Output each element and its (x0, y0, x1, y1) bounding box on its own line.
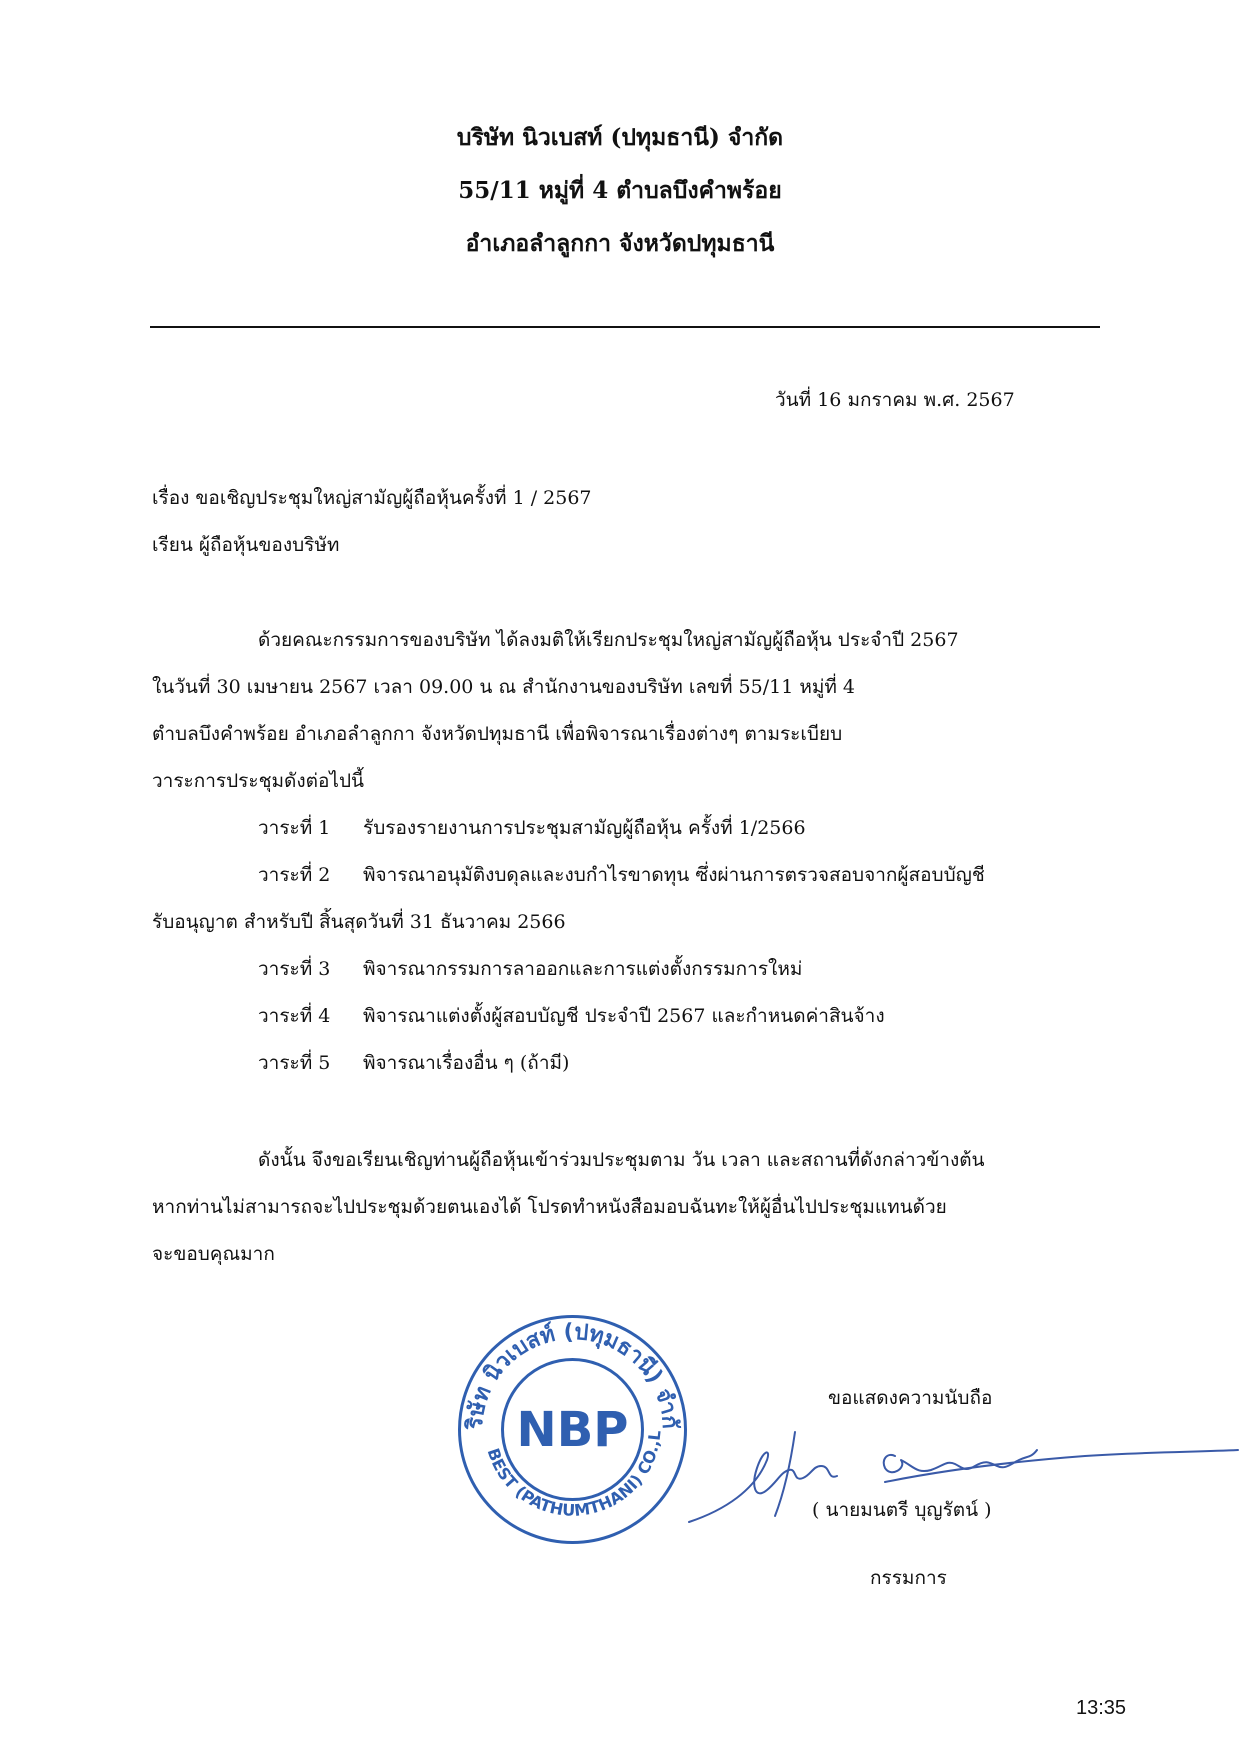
stamp-seal-icon (455, 1312, 690, 1547)
company-address-line2: อำเภอลำลูกกา จังหวัดปทุมธานี (465, 230, 775, 257)
intro-line: วาระการประชุมดังต่อไปนี้ (152, 770, 364, 792)
footer-time: 13:35 (1076, 1697, 1127, 1719)
agenda-label: วาระที่ 1 (258, 817, 331, 839)
agenda-label: วาระที่ 5 (258, 1052, 331, 1074)
stamp-logo-text: NBP (516, 1402, 629, 1458)
agenda-text: พิจารณาอนุมัติงบดุลและงบกำไรขาดทุน ซึ่งผ่านการตรวจสอบจากผู้สอบบัญชี (363, 864, 985, 886)
stamp-english-ring-text: BEST (PATHUMTHANI) CO.,L (483, 1431, 665, 1520)
company-address-line1: 55/11 หมู่ที่ 4 ตำบลบึงคำพร้อย (458, 177, 782, 204)
intro-line: ด้วยคณะกรรมการของบริษัท ได้ลงมติให้เรียกประชุมใหญ่สามัญผู้ถือหุ้น ประจำปี 2567 (258, 629, 959, 651)
closing-line: จะขอบคุณมาก (152, 1243, 275, 1265)
intro-line: ตำบลบึงคำพร้อย อำเภอลำลูกกา จังหวัดปทุมธานี เพื่อพิจารณาเรื่องต่างๆ ตามระเบียบ (152, 723, 843, 745)
intro-line: ในวันที่ 30 เมษายน 2567 เวลา 09.00 น ณ สำนักงานของบริษัท เลขที่ 55/11 หมู่ที่ 4 (152, 676, 856, 698)
agenda-label: วาระที่ 4 (258, 1005, 331, 1027)
agenda-text: พิจารณาเรื่องอื่น ๆ (ถ้ามี) (363, 1052, 570, 1074)
signer-title: กรรมการ (870, 1567, 947, 1589)
recipient-line: เรียน ผู้ถือหุ้นของบริษัท (152, 534, 340, 556)
agenda-text: รับรองรายงานการประชุมสามัญผู้ถือหุ้น ครั้งที่ 1/2566 (363, 817, 806, 839)
agenda-text: พิจารณากรรมการลาออกและการแต่งตั้งกรรมการใหม่ (363, 958, 803, 980)
signer-name: ( นายมนตรี บุญรัตน์ ) (812, 1499, 992, 1521)
stamp-thai-ring-text: ริษัท นิวเบสท์ (ปทุมธานี) จำกั (462, 1319, 683, 1430)
closing-line: หากท่านไม่สามารถจะไปประชุมด้วยตนเองได้ โปรดทำหนังสือมอบฉันทะให้ผู้อื่นไปประชุมแทนด้วย (152, 1196, 947, 1218)
signoff-text: ขอแสดงความนับถือ (828, 1387, 993, 1409)
subject-line: เรื่อง ขอเชิญประชุมใหญ่สามัญผู้ถือหุ้นครั้งที่ 1 / 2567 (152, 487, 592, 509)
agenda-label: วาระที่ 2 (258, 864, 331, 886)
closing-line: ดังนั้น จึงขอเรียนเชิญท่านผู้ถือหุ้นเข้าร่วมประชุมตาม วัน เวลา และสถานที่ดังกล่าวข้างต้น (258, 1149, 985, 1171)
header-divider (150, 326, 1100, 328)
company-name: บริษัท นิวเบสท์ (ปทุมธานี) จำกัด (456, 124, 784, 151)
agenda-continuation: รับอนุญาต สำหรับปี สิ้นสุดวันที่ 31 ธันวาคม 2566 (152, 911, 566, 933)
agenda-label: วาระที่ 3 (258, 958, 331, 980)
date-line: วันที่ 16 มกราคม พ.ศ. 2567 (775, 389, 1015, 411)
company-stamp (455, 1312, 690, 1547)
agenda-text: พิจารณาแต่งตั้งผู้สอบบัญชี ประจำปี 2567 และกำหนดค่าสินจ้าง (363, 1005, 885, 1027)
